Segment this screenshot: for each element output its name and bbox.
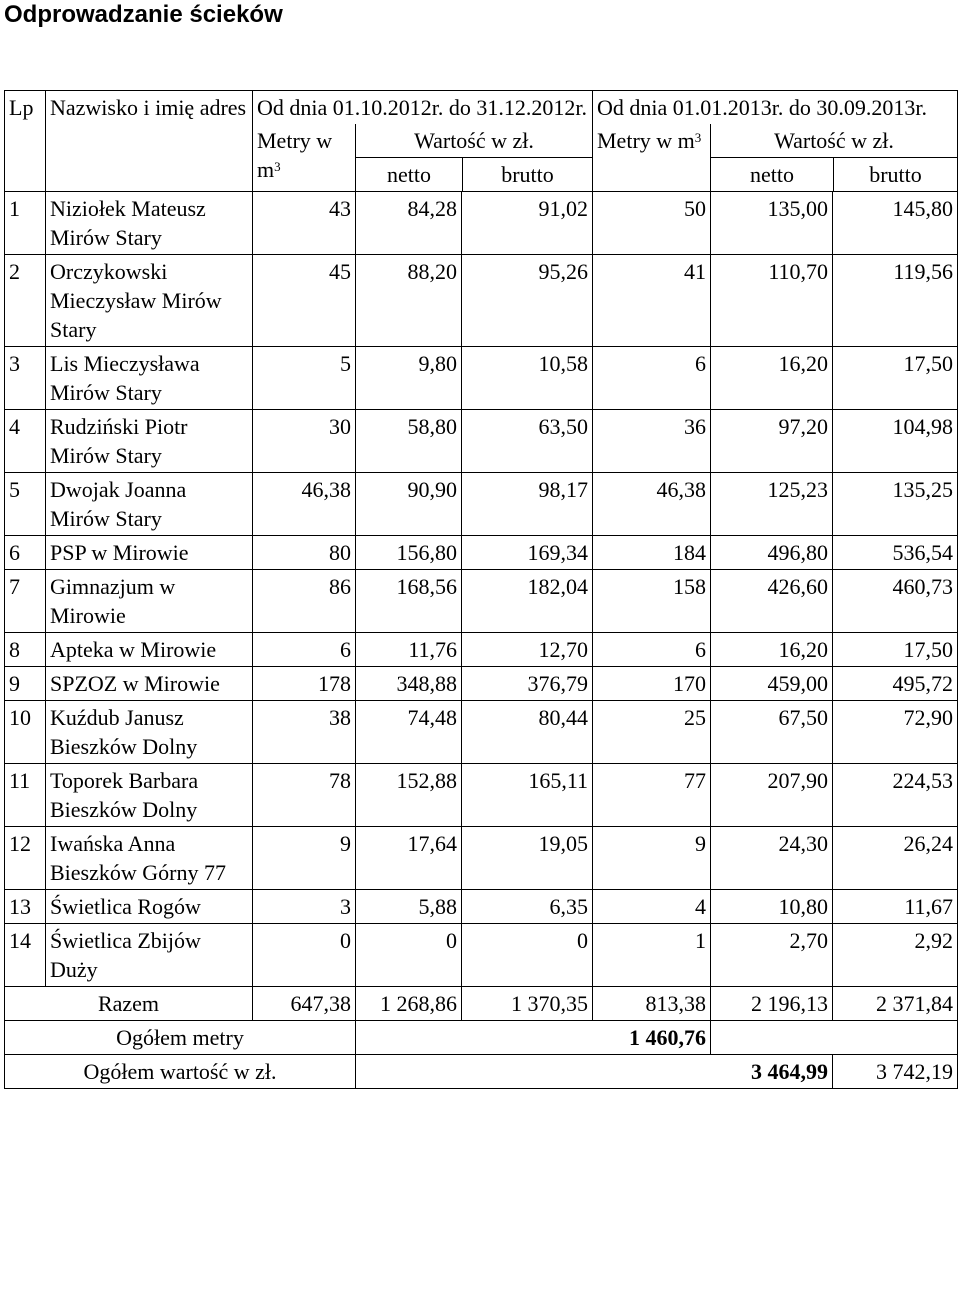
metry-p1-cell: 3 — [253, 890, 356, 924]
brutto-p1-cell: 376,79 — [462, 667, 593, 701]
lp-cell: 10 — [5, 701, 46, 764]
name-cell: Świetlica Zbijów Duży — [46, 924, 253, 987]
total-metry-p2-cell: 813,38 — [593, 987, 711, 1021]
metry-p2-cell: 4 — [593, 890, 711, 924]
wartosc-group-1 — [356, 124, 593, 192]
metry-p2-cell: 50 — [593, 192, 711, 255]
brutto-p1-cell: 63,50 — [462, 410, 593, 473]
name-cell: PSP w Mirowie — [46, 536, 253, 570]
name-cell: Lis Mieczysława Mirów Stary — [46, 347, 253, 410]
metry-p2-cell: 1 — [593, 924, 711, 987]
netto-p1-cell: 152,88 — [356, 764, 462, 827]
brutto-p2-cell: 26,24 — [833, 827, 958, 890]
table-row — [5, 827, 958, 890]
lp-cell: 13 — [5, 890, 46, 924]
table-row — [5, 667, 958, 701]
brutto-p1-cell: 169,34 — [462, 536, 593, 570]
brutto-p1-cell: 80,44 — [462, 701, 593, 764]
name-cell: SPZOZ w Mirowie — [46, 667, 253, 701]
table-row — [5, 255, 958, 347]
brutto-p1-cell: 165,11 — [462, 764, 593, 827]
brutto-p2-cell: 17,50 — [833, 633, 958, 667]
netto-p2-cell: 135,00 — [711, 192, 833, 255]
netto-p2-cell: 426,60 — [711, 570, 833, 633]
brutto-p2-cell: 17,50 — [833, 347, 958, 410]
metry-p2-cell: 77 — [593, 764, 711, 827]
total-meters-row — [5, 1021, 958, 1055]
metry-header-2 — [593, 124, 711, 192]
netto-p2-cell: 496,80 — [711, 536, 833, 570]
table-row — [5, 890, 958, 924]
ogolem-wartosc-label: Ogółem wartość w zł. — [5, 1055, 356, 1089]
lp-cell: 9 — [5, 667, 46, 701]
total-metry-p1-cell: 647,38 — [253, 987, 356, 1021]
lp-cell: 5 — [5, 473, 46, 536]
table-body — [5, 91, 958, 1089]
name-cell: Iwańska Anna Bieszków Górny 77 — [46, 827, 253, 890]
brutto-p1-cell: 6,35 — [462, 890, 593, 924]
brutto-p2-cell: 2,92 — [833, 924, 958, 987]
metry-p1-cell: 9 — [253, 827, 356, 890]
brutto-p1-cell: 91,02 — [462, 192, 593, 255]
lp-cell: 14 — [5, 924, 46, 987]
lp-cell: 8 — [5, 633, 46, 667]
brutto-p2-cell: 224,53 — [833, 764, 958, 827]
metry-p2-cell: 6 — [593, 347, 711, 410]
netto-p1-cell: 88,20 — [356, 255, 462, 347]
brutto-p2-cell: 536,54 — [833, 536, 958, 570]
metry-p2-cell: 46,38 — [593, 473, 711, 536]
brutto-p1-cell: 12,70 — [462, 633, 593, 667]
lp-cell: 12 — [5, 827, 46, 890]
netto-p1-cell: 17,64 — [356, 827, 462, 890]
netto-header-1: netto — [356, 158, 463, 191]
wartosc-header-1: Wartość w zł. — [414, 128, 534, 153]
brutto-p1-cell: 19,05 — [462, 827, 593, 890]
metry-label-2: Metry w m — [597, 128, 695, 153]
netto-p2-cell: 207,90 — [711, 764, 833, 827]
netto-p1-cell: 5,88 — [356, 890, 462, 924]
metry-p1-cell: 6 — [253, 633, 356, 667]
netto-p1-cell: 9,80 — [356, 347, 462, 410]
metry-p2-cell: 25 — [593, 701, 711, 764]
table-row — [5, 764, 958, 827]
ogolem-brutto-value: 3 742,19 — [833, 1055, 958, 1089]
table-row — [5, 701, 958, 764]
metry-p2-cell: 184 — [593, 536, 711, 570]
metry-sup-2: 3 — [694, 130, 702, 145]
netto-p1-cell: 84,28 — [356, 192, 462, 255]
metry-p1-cell: 45 — [253, 255, 356, 347]
brutto-p2-cell: 72,90 — [833, 701, 958, 764]
metry-p1-cell: 78 — [253, 764, 356, 827]
netto-p1-cell: 0 — [356, 924, 462, 987]
netto-p2-cell: 459,00 — [711, 667, 833, 701]
netto-brutto-2 — [711, 157, 957, 191]
metry-label-1: Metry w m — [257, 128, 333, 182]
metry-p1-cell: 5 — [253, 347, 356, 410]
brutto-p1-cell: 0 — [462, 924, 593, 987]
name-cell: Gimnazjum w Mirowie — [46, 570, 253, 633]
table-row — [5, 473, 958, 536]
total-row — [5, 987, 958, 1021]
wartosc-header-2: Wartość w zł. — [774, 128, 894, 153]
header-row-1 — [5, 91, 958, 125]
total-brutto-p2-cell: 2 371,84 — [833, 987, 958, 1021]
brutto-p1-cell: 95,26 — [462, 255, 593, 347]
metry-p1-cell: 43 — [253, 192, 356, 255]
netto-p1-cell: 348,88 — [356, 667, 462, 701]
ogolem-netto-value: 3 464,99 — [356, 1055, 833, 1089]
netto-p2-cell: 24,30 — [711, 827, 833, 890]
netto-p1-cell: 11,76 — [356, 633, 462, 667]
netto-p1-cell: 58,80 — [356, 410, 462, 473]
netto-p2-cell: 97,20 — [711, 410, 833, 473]
table-row — [5, 536, 958, 570]
name-cell: Kuźdub Janusz Bieszków Dolny — [46, 701, 253, 764]
brutto-p2-cell: 460,73 — [833, 570, 958, 633]
metry-header-1 — [253, 124, 356, 192]
name-cell: Świetlica Rogów — [46, 890, 253, 924]
table-row — [5, 347, 958, 410]
brutto-header-2: brutto — [869, 162, 922, 187]
empty-cell — [711, 1021, 958, 1055]
netto-p1-cell: 168,56 — [356, 570, 462, 633]
name-cell: Orczykowski Mieczysław Mirów Stary — [46, 255, 253, 347]
netto-p2-cell: 125,23 — [711, 473, 833, 536]
sewage-table — [4, 90, 958, 1089]
metry-p1-cell: 30 — [253, 410, 356, 473]
name-cell: Apteka w Mirowie — [46, 633, 253, 667]
brutto-p2-cell: 104,98 — [833, 410, 958, 473]
total-brutto-p1-cell: 1 370,35 — [462, 987, 593, 1021]
netto-p1-cell: 156,80 — [356, 536, 462, 570]
table-row — [5, 192, 958, 255]
table-row — [5, 570, 958, 633]
name-cell: Dwojak Joanna Mirów Stary — [46, 473, 253, 536]
lp-cell: 11 — [5, 764, 46, 827]
metry-p2-cell: 6 — [593, 633, 711, 667]
netto-p2-cell: 10,80 — [711, 890, 833, 924]
metry-p1-cell: 86 — [253, 570, 356, 633]
brutto-p2-cell: 495,72 — [833, 667, 958, 701]
metry-p1-cell: 80 — [253, 536, 356, 570]
table-row — [5, 924, 958, 987]
netto-p2-cell: 110,70 — [711, 255, 833, 347]
wartosc-group-2 — [711, 124, 958, 192]
netto-p2-cell: 16,20 — [711, 633, 833, 667]
name-cell: Toporek Barbara Bieszków Dolny — [46, 764, 253, 827]
metry-p2-cell: 9 — [593, 827, 711, 890]
netto-header-2: netto — [711, 158, 834, 191]
brutto-p2-cell: 119,56 — [833, 255, 958, 347]
total-netto-p2-cell: 2 196,13 — [711, 987, 833, 1021]
lp-cell: 1 — [5, 192, 46, 255]
netto-p2-cell: 67,50 — [711, 701, 833, 764]
metry-p2-cell: 41 — [593, 255, 711, 347]
name-cell: Niziołek Mateusz Mirów Stary — [46, 192, 253, 255]
metry-p2-cell: 158 — [593, 570, 711, 633]
netto-p2-cell: 16,20 — [711, 347, 833, 410]
netto-p2-cell: 2,70 — [711, 924, 833, 987]
metry-p1-cell: 46,38 — [253, 473, 356, 536]
table-row — [5, 633, 958, 667]
name-cell: Rudziński Piotr Mirów Stary — [46, 410, 253, 473]
brutto-header-1: brutto — [501, 162, 554, 187]
period2-header: Od dnia 01.01.2013r. do 30.09.2013r. — [593, 91, 958, 125]
brutto-p2-cell: 135,25 — [833, 473, 958, 536]
lp-cell: 4 — [5, 410, 46, 473]
lp-cell: 6 — [5, 536, 46, 570]
lp-cell: 2 — [5, 255, 46, 347]
netto-p1-cell: 74,48 — [356, 701, 462, 764]
brutto-p1-cell: 98,17 — [462, 473, 593, 536]
brutto-p2-cell: 145,80 — [833, 192, 958, 255]
lp-header: Lp — [5, 91, 46, 192]
netto-brutto-1 — [356, 157, 592, 191]
lp-cell: 7 — [5, 570, 46, 633]
metry-p2-cell: 36 — [593, 410, 711, 473]
brutto-p2-cell: 11,67 — [833, 890, 958, 924]
netto-p1-cell: 90,90 — [356, 473, 462, 536]
metry-sup-1: 3 — [274, 159, 281, 174]
brutto-p1-cell: 182,04 — [462, 570, 593, 633]
metry-p1-cell: 38 — [253, 701, 356, 764]
page-title: Odprowadzanie ścieków — [4, 1, 283, 28]
ogolem-metry-label: Ogółem metry — [5, 1021, 356, 1055]
razem-label: Razem — [5, 987, 253, 1021]
ogolem-metry-value: 1 460,76 — [356, 1021, 711, 1055]
name-header: Nazwisko i imię adres — [46, 91, 253, 192]
lp-cell: 3 — [5, 347, 46, 410]
total-value-row — [5, 1055, 958, 1089]
metry-p1-cell: 178 — [253, 667, 356, 701]
brutto-p1-cell: 10,58 — [462, 347, 593, 410]
metry-p1-cell: 0 — [253, 924, 356, 987]
metry-p2-cell: 170 — [593, 667, 711, 701]
total-netto-p1-cell: 1 268,86 — [356, 987, 462, 1021]
period1-header: Od dnia 01.10.2012r. do 31.12.2012r. — [253, 91, 593, 125]
table-row — [5, 410, 958, 473]
